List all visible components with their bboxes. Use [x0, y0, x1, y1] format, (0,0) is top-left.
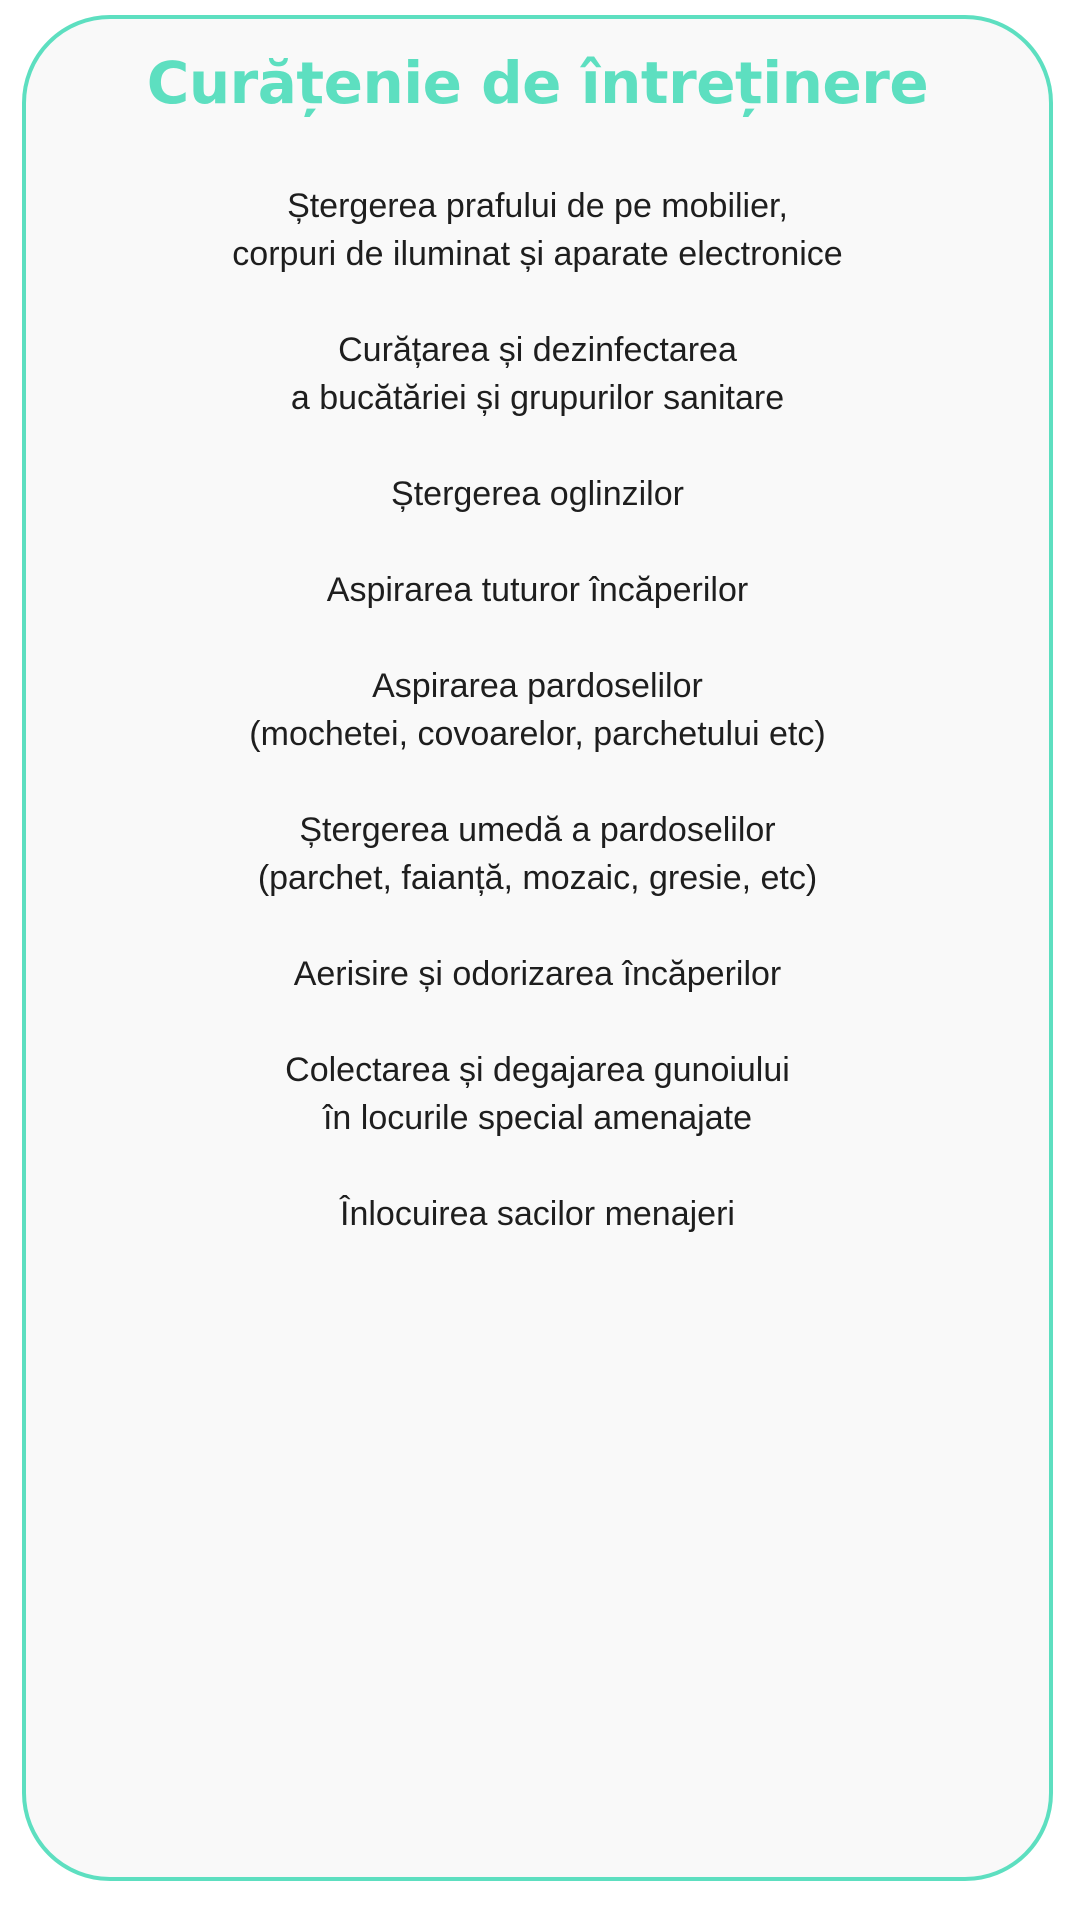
list-item [26, 326, 1049, 422]
list-item-line: (mochetei, covoarelor, parchetului etc) [249, 715, 826, 753]
list-item-line: Aspirarea tuturor încăperilor [326, 571, 749, 609]
list-item [26, 950, 1049, 998]
list-item [26, 1190, 1049, 1238]
list-item-line: Aerisire și odorizarea încăperilor [293, 955, 782, 993]
list-item-line: corpuri de iluminat și aparate electronice [232, 235, 843, 273]
list-item-line: Aspirarea pardoselilor [372, 667, 703, 705]
list-item [26, 662, 1049, 758]
list-item [26, 1046, 1049, 1142]
list-item-line: Ștergerea umedă a pardoselilor [299, 811, 776, 849]
card-title: Curățenie de întreținere [146, 49, 929, 117]
list-item [26, 470, 1049, 518]
list-item-line: Colectarea și degajarea gunoiului [285, 1051, 790, 1089]
list-item-line: Ștergerea prafului de pe mobilier, [287, 187, 788, 225]
list-item-line: a bucătăriei și grupurilor sanitare [290, 379, 785, 417]
services-card [22, 15, 1053, 1881]
list-item-line: în locurile special amenajate [322, 1099, 753, 1137]
list-item-line: Curățarea și dezinfectarea [338, 331, 737, 369]
list-item-line: (parchet, faianță, mozaic, gresie, etc) [257, 859, 818, 897]
list-item [26, 566, 1049, 614]
services-list [26, 182, 1049, 1286]
list-item [26, 182, 1049, 278]
list-item-line: Înlocuirea sacilor menajeri [340, 1195, 735, 1233]
list-item [26, 806, 1049, 902]
list-item-line: Ștergerea oglinzilor [391, 475, 684, 513]
